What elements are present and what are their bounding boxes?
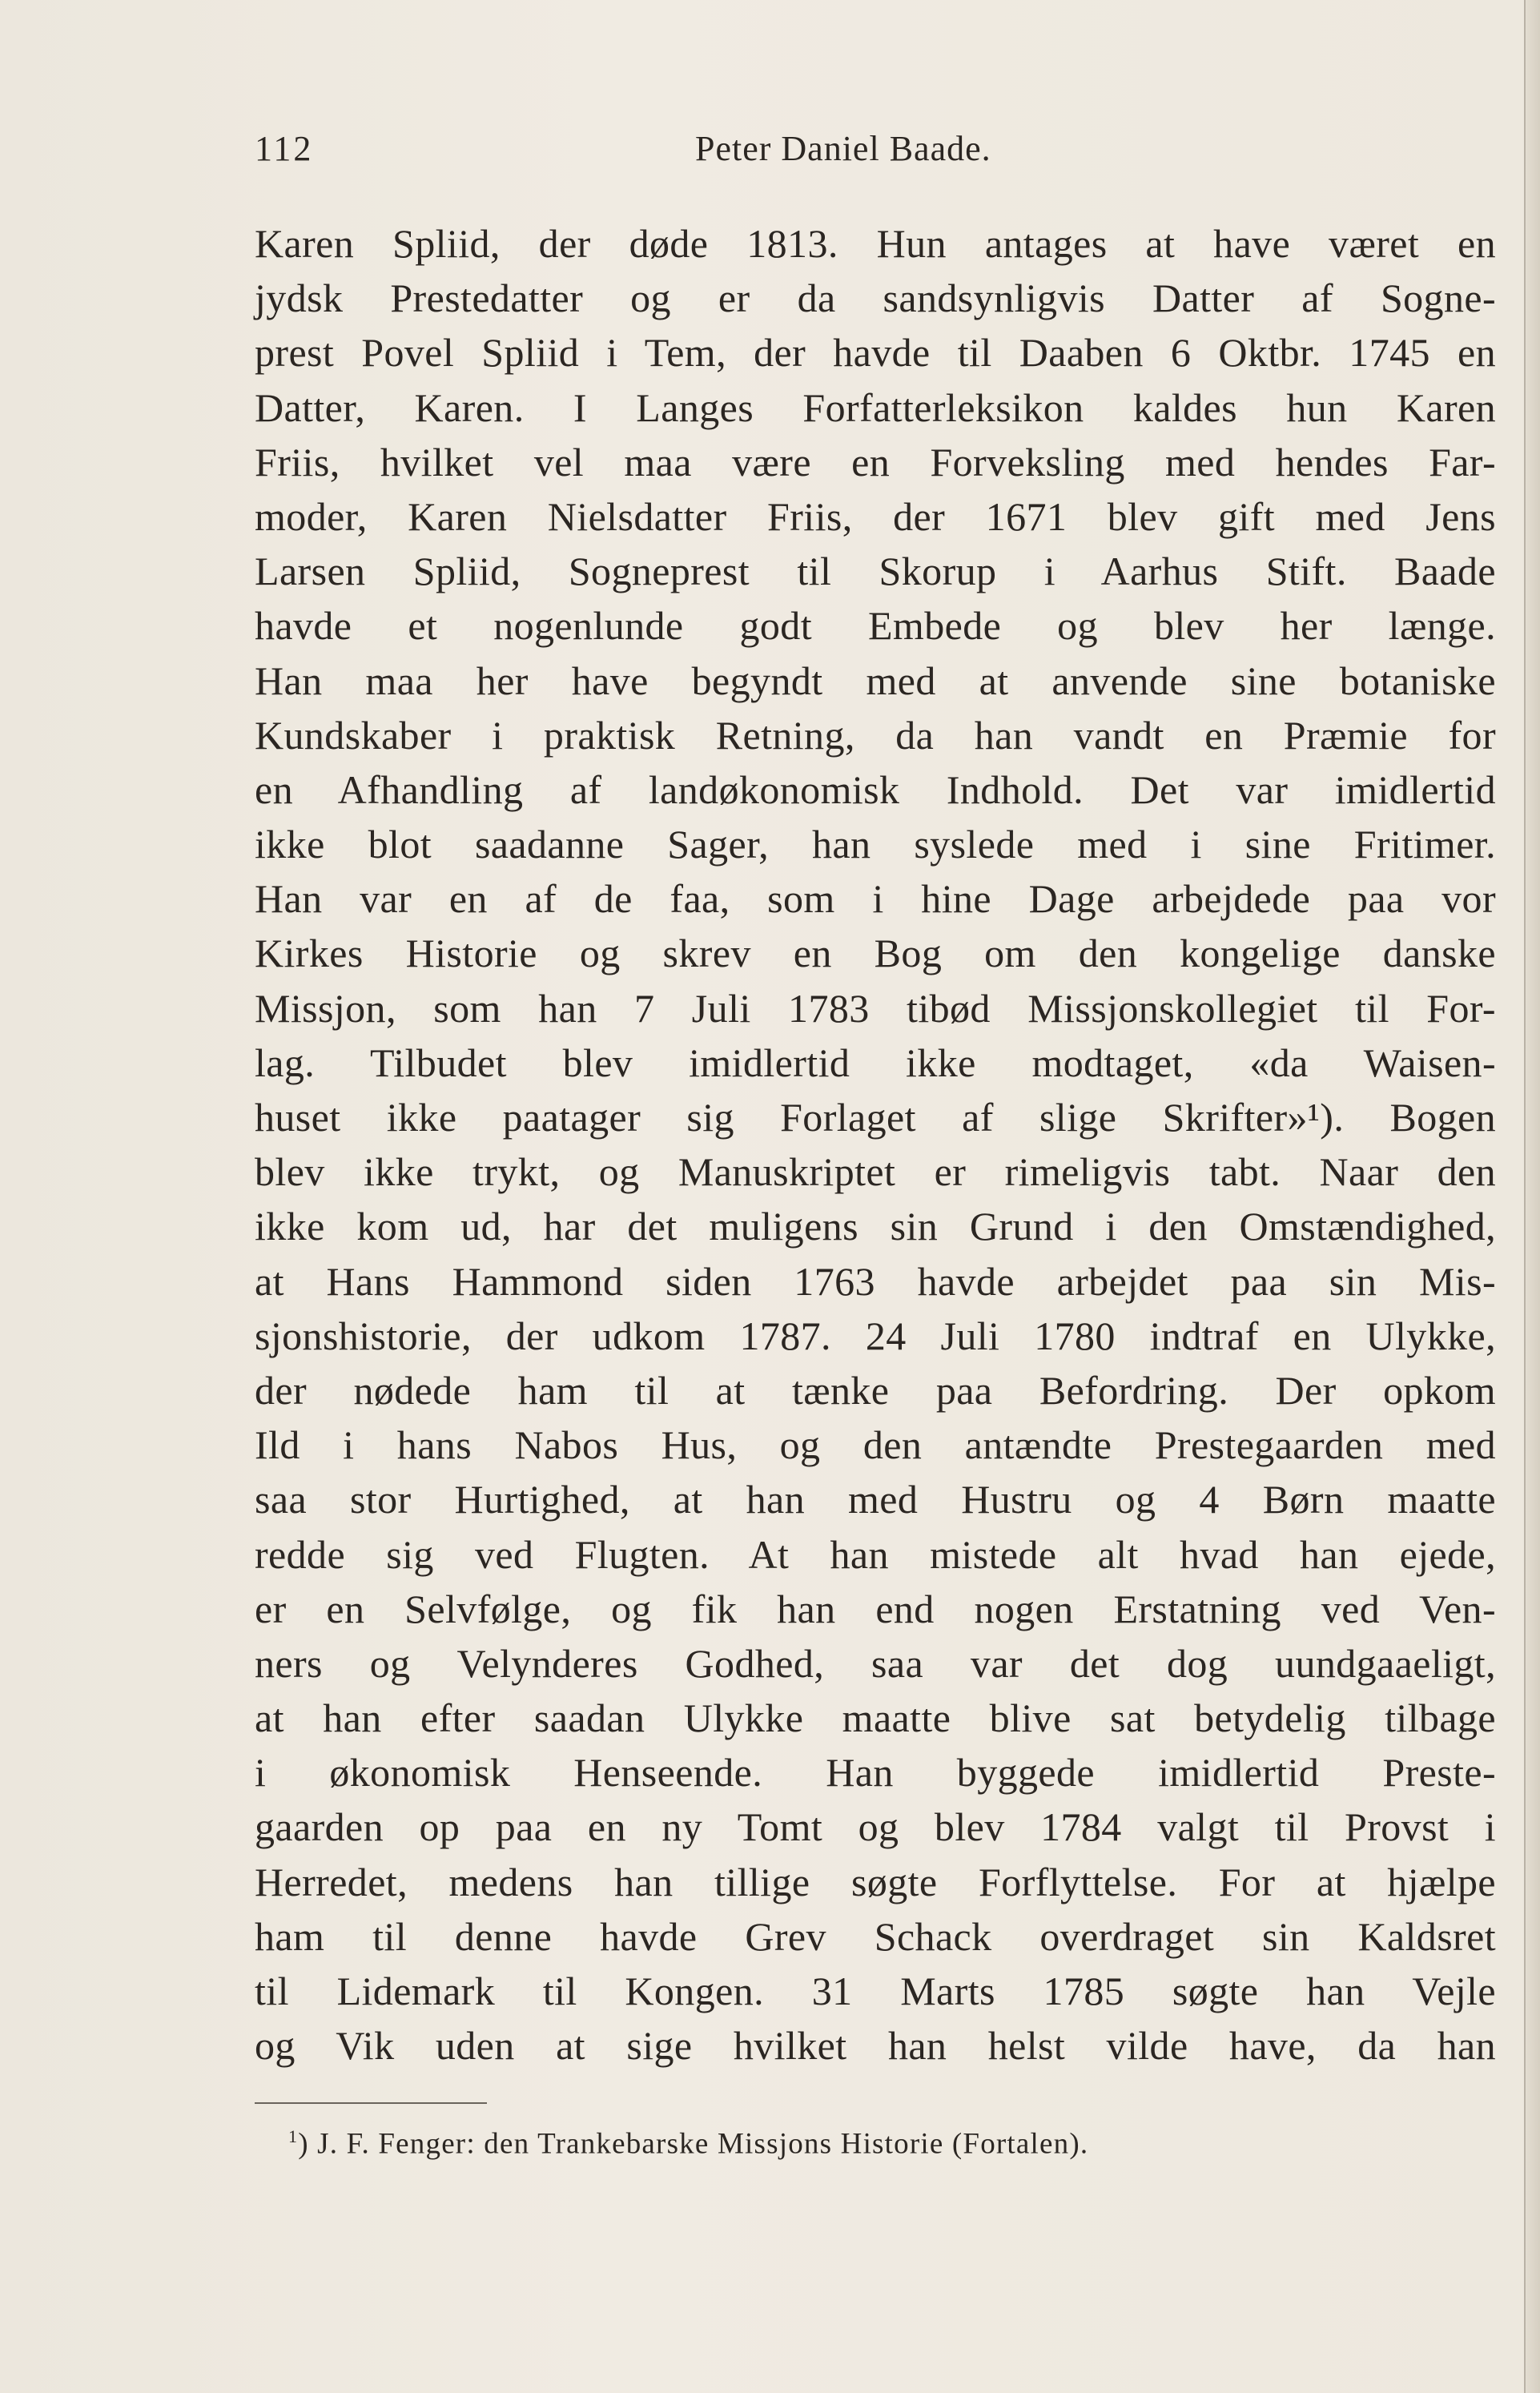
text-line: redde sig ved Flugten. At han mistede alt hvad han ejede, xyxy=(255,1531,1496,1577)
footnote xyxy=(288,2126,1088,2161)
text-line: Missjon, som han 7 Juli 1783 tibød Missjonskollegiet til For- xyxy=(255,985,1496,1031)
text-line: huset ikke paatager sig Forlaget af slige Skrifter»¹). Bogen xyxy=(255,1095,1496,1140)
text-line: ners og Velynderes Godhed, saa var det dog uundgaaeligt, xyxy=(255,1640,1496,1686)
text-line: Kirkes Historie og skrev en Bog om den kongelige danske xyxy=(255,931,1496,976)
text-line: sjonshistorie, der udkom 1787. 24 Juli 1780 indtraf en Ulykke, xyxy=(255,1313,1496,1358)
text-line: ikke blot saadanne Sager, han syslede med i sine Fritimer. xyxy=(255,822,1496,867)
text-line: i økonomisk Henseende. Han byggede imidlertid Preste- xyxy=(255,1750,1496,1796)
text-line: moder, Karen Nielsdatter Friis, der 1671 blev gift med Jens xyxy=(255,493,1496,539)
text-line: en Afhandling af landøkonomisk Indhold. Det var imidlertid xyxy=(255,766,1496,812)
text-line: jydsk Prestedatter og er da sandsynligvis Datter af Sogne- xyxy=(255,275,1496,321)
text-line: Herredet, medens han tillige søgte Forflyttelse. For at hjælpe xyxy=(255,1859,1496,1904)
text-line: prest Povel Spliid i Tem, der havde til Daaben 6 Oktbr. 1745 en xyxy=(255,330,1496,376)
text-line: blev ikke trykt, og Manuskriptet er rimeligvis tabt. Naar den xyxy=(255,1149,1496,1195)
text-line: Ild i hans Nabos Hus, og den antændte Prestegaarden med xyxy=(255,1422,1496,1468)
text-line: at Hans Hammond siden 1763 havde arbejdet paa sin Mis- xyxy=(255,1258,1496,1304)
text-line: lag. Tilbudet blev imidlertid ikke modtaget, «da Waisen- xyxy=(255,1040,1496,1085)
text-line: Kundskaber i praktisk Retning, da han vandt en Præmie for xyxy=(255,712,1496,758)
text-line: til Lidemark til Kongen. 31 Marts 1785 søgte han Vejle xyxy=(255,1969,1496,2013)
text-line: ham til denne havde Grev Schack overdraget sin Kaldsret xyxy=(255,1913,1496,1959)
text-line: Datter, Karen. I Langes Forfatterleksikon kaldes hun Karen xyxy=(255,384,1496,430)
text-line: at han efter saadan Ulykke maatte blive sat betydelig tilbage xyxy=(255,1695,1496,1741)
footnote-text: ) J. F. Fenger: den Trankebarske Missjons Historie (Fortalen). xyxy=(298,2127,1089,2161)
footnote-marker: 1 xyxy=(288,2126,299,2146)
text-line: Friis, hvilket vel maa være en Forveksling med hendes Far- xyxy=(255,439,1496,485)
text-line: saa stor Hurtighed, at han med Hustru og 4 Børn maatte xyxy=(255,1477,1496,1522)
body-text xyxy=(255,216,1496,2073)
text-line: Han maa her have begyndt med at anvende sine botaniske xyxy=(255,658,1496,703)
text-line: og Vik uden at sige hvilket han helst vilde have, da han xyxy=(255,2023,1496,2069)
text-line: Karen Spliid, der døde 1813. Hun antages at have været en xyxy=(255,221,1496,266)
text-line: der nødede ham til at tænke paa Befordring. Der opkom xyxy=(255,1367,1496,1413)
text-line: Han var en af de faa, som i hine Dage arbejdede paa vor xyxy=(255,876,1496,922)
text-line: er en Selvfølge, og fik han end nogen Erstatning ved Ven- xyxy=(255,1586,1496,1631)
text-line: Larsen Spliid, Sogneprest til Skorup i Aarhus Stift. Baade xyxy=(255,549,1496,594)
text-line: ikke kom ud, har det muligens sin Grund i den Omstændighed, xyxy=(255,1204,1496,1249)
text-line: havde et nogenlunde godt Embede og blev her længe. xyxy=(255,603,1496,649)
footnote-rule xyxy=(255,2102,487,2104)
page-number: 112 xyxy=(255,129,314,168)
text-line: gaarden op paa en ny Tomt og blev 1784 valgt til Provst i xyxy=(255,1804,1496,1850)
page-edge xyxy=(1524,0,1540,2393)
running-head xyxy=(255,128,1488,184)
running-title: Peter Daniel Baade. xyxy=(695,129,991,168)
